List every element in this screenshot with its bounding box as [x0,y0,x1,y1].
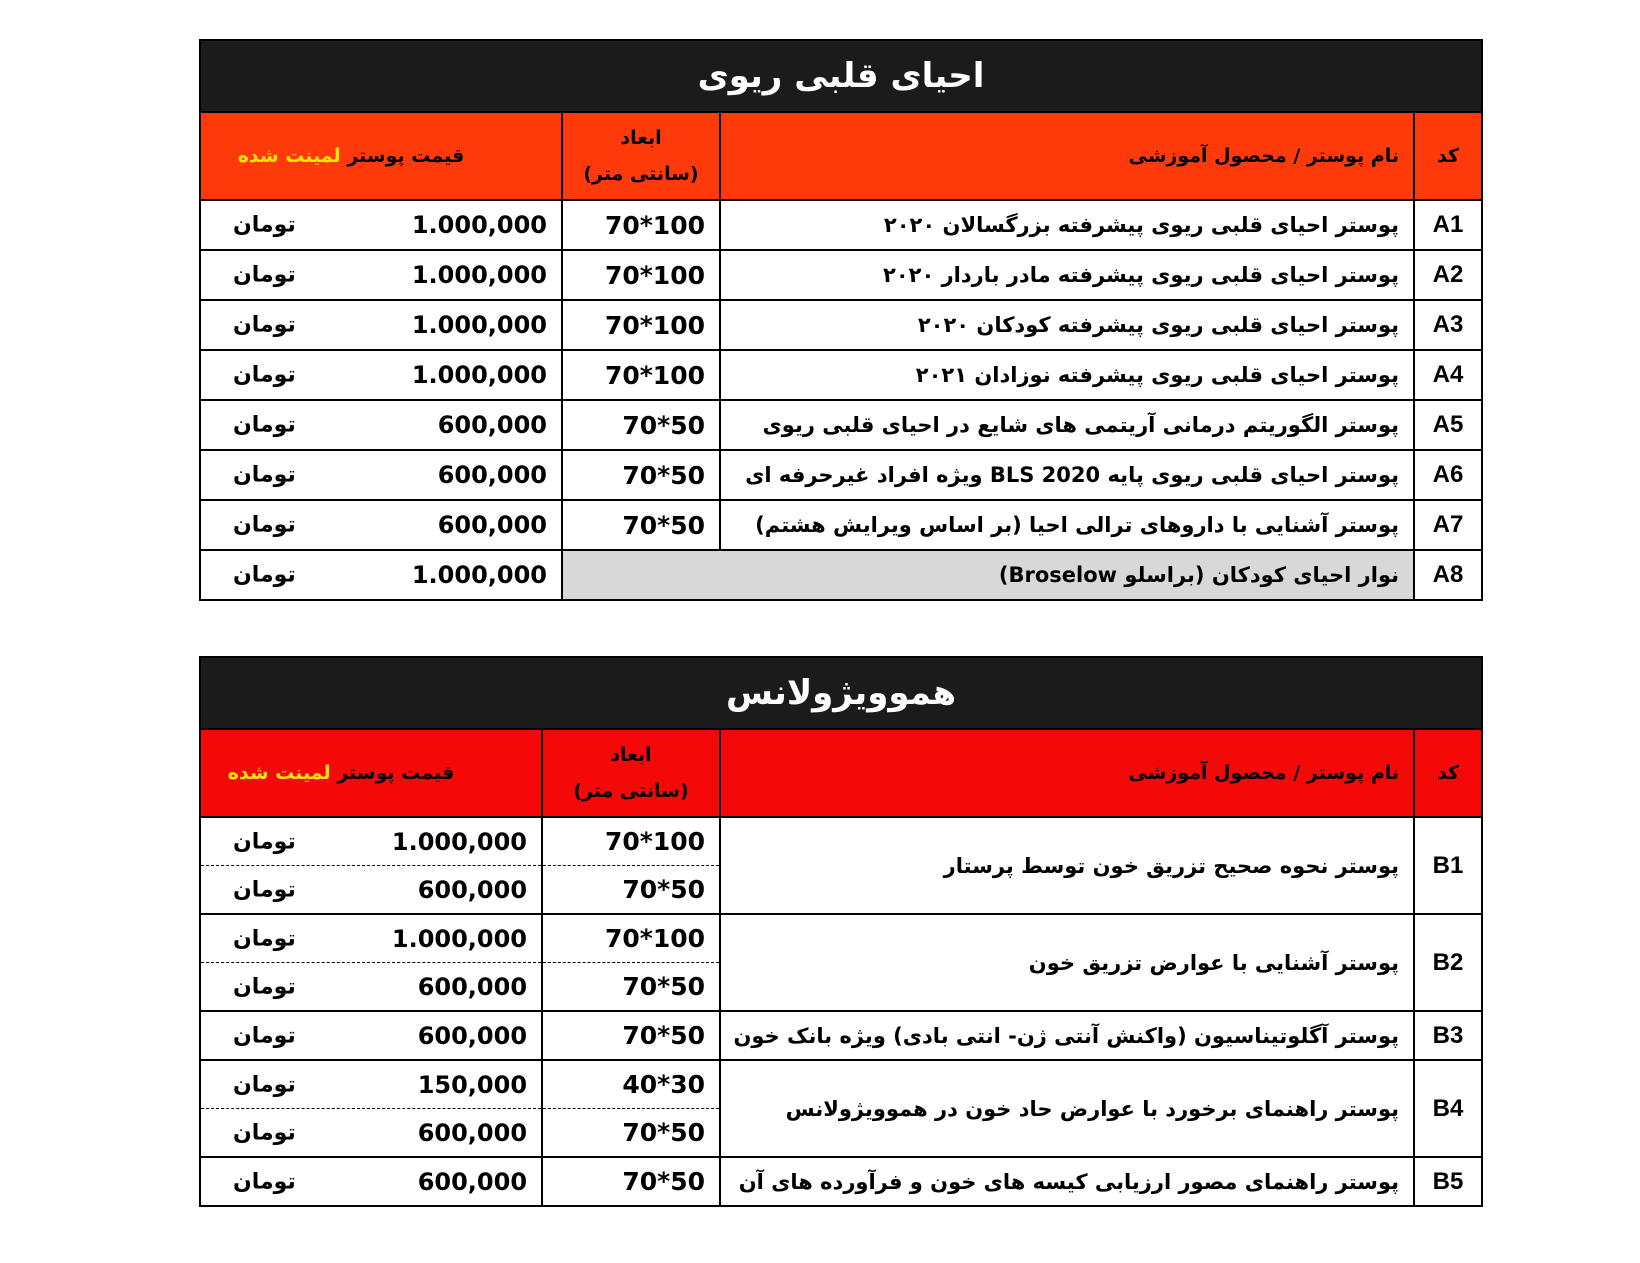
table-row [200,400,1482,450]
product-code: A8 [1414,550,1482,600]
table-row [200,1011,1482,1060]
product-name: پوستر احیای قلبی ریوی پیشرفته مادر باردار ۲۰۲۰ [720,250,1414,300]
header-price [200,112,562,200]
currency-label: تومان [233,1120,296,1145]
product-name: نوار احیای کودکان (براسلو Broselow) [562,550,1414,600]
product-dimensions: 70*100 [562,250,720,300]
header-code: کد [1414,112,1482,200]
product-price: 1.000,000 [391,924,528,953]
header-name: نام پوستر / محصول آموزشی [720,729,1414,817]
product-dimensions: 70*50 [542,1157,720,1206]
product-name: پوستر نحوه صحیح تزریق خون توسط پرستار [720,817,1414,914]
currency-label: تومان [233,562,296,588]
header-dimensions-unit: (سانتی متر) [573,780,689,802]
product-name: پوستر آشنایی با داروهای ترالی احیا (بر اساس ویرایش هشتم) [720,500,1414,550]
product-code: A2 [1414,250,1482,300]
table-row [200,914,1482,963]
product-dimensions: 40*30 [542,1060,720,1109]
header-dimensions [542,729,720,817]
currency-label: تومان [233,829,296,854]
product-price-cell [200,1060,542,1109]
product-price-cell [200,500,562,550]
header-code: کد [1414,729,1482,817]
product-price: 600,000 [417,1118,528,1147]
product-name: پوستر احیای قلبی ریوی پایه BLS 2020 ویژه افراد غیرحرفه ای [720,450,1414,500]
header-dimensions-title: ابعاد [610,743,652,766]
table-row [200,250,1482,300]
product-price-cell [200,963,542,1012]
currency-label: تومان [233,926,296,951]
header-price-label: قیمت پوستر [340,145,465,167]
product-price: 600,000 [437,511,547,539]
product-code: A7 [1414,500,1482,550]
product-dimensions: 70*50 [542,866,720,915]
product-code: A4 [1414,350,1482,400]
currency-label: تومان [233,462,296,488]
product-name: پوستر الگوریتم درمانی آریتمی های شایع در احیای قلبی ریوی [720,400,1414,450]
product-dimensions: 70*50 [562,500,720,550]
product-price: 1.000,000 [411,311,547,339]
product-dimensions: 70*100 [562,300,720,350]
product-price-cell [200,817,542,866]
product-price-cell [200,1157,542,1206]
product-dimensions: 70*100 [562,350,720,400]
currency-label: تومان [233,512,296,538]
table-title: هموویژولانس [200,657,1482,729]
header-price-highlight: لمینت شده [237,145,341,167]
table-row [200,450,1482,500]
table-title: احیای قلبی ریوی [200,40,1482,112]
currency-label: تومان [233,312,296,338]
product-code: B5 [1414,1157,1482,1206]
product-price-cell [200,350,562,400]
product-name: پوستر احیای قلبی ریوی پیشرفته نوزادان ۲۰۲۱ [720,350,1414,400]
currency-label: تومان [233,1072,296,1097]
table-row [200,550,1482,600]
haemovigilance-price-table [199,656,1483,1207]
table-header-row [200,729,1482,817]
product-code: A6 [1414,450,1482,500]
product-price-cell [200,400,562,450]
table-row [200,200,1482,250]
product-code: A3 [1414,300,1482,350]
product-code: A5 [1414,400,1482,450]
header-dimensions-unit: (سانتی متر) [583,163,699,185]
product-name: پوستر راهنمای برخورد با عوارض حاد خون در هموویژولانس [720,1060,1414,1157]
product-price: 600,000 [417,1167,528,1196]
product-price: 600,000 [417,1021,528,1050]
product-price-cell [200,1011,542,1060]
currency-label: تومان [233,877,296,902]
product-code: A1 [1414,200,1482,250]
product-price: 1.000,000 [411,261,547,289]
header-price-label: قیمت پوستر [330,762,455,784]
product-name: پوستر احیای قلبی ریوی پیشرفته بزرگسالان ۲۰۲۰ [720,200,1414,250]
header-price-highlight: لمینت شده [227,762,331,784]
product-price: 1.000,000 [411,361,547,389]
header-dimensions [562,112,720,200]
product-code: B2 [1414,914,1482,1011]
table-header-row [200,112,1482,200]
table-row [200,1157,1482,1206]
header-name: نام پوستر / محصول آموزشی [720,112,1414,200]
product-price-cell [200,300,562,350]
product-code: B1 [1414,817,1482,914]
product-name: پوستر احیای قلبی ریوی پیشرفته کودکان ۲۰۲۰ [720,300,1414,350]
product-price-cell [200,866,542,915]
cpr-price-table [199,39,1483,601]
currency-label: تومان [233,1169,296,1194]
product-dimensions: 70*50 [542,1109,720,1158]
product-dimensions: 70*50 [542,1011,720,1060]
currency-label: تومان [233,262,296,288]
product-dimensions: 70*50 [562,400,720,450]
product-dimensions: 70*50 [562,450,720,500]
currency-label: تومان [233,362,296,388]
product-dimensions: 70*100 [542,817,720,866]
table-row [200,817,1482,866]
product-dimensions: 70*50 [542,963,720,1012]
product-price: 600,000 [417,875,528,904]
product-price: 150,000 [417,1070,528,1099]
currency-label: تومان [233,412,296,438]
table-row [200,300,1482,350]
table-row [200,350,1482,400]
product-price-cell [200,1109,542,1158]
product-code: B4 [1414,1060,1482,1157]
product-price: 1.000,000 [411,211,547,239]
header-price [200,729,542,817]
product-price: 1.000,000 [391,827,528,856]
product-name: پوستر آگلوتیناسیون (واکنش آنتی ژن- انتی بادی) ویژه بانک خون [720,1011,1414,1060]
product-dimensions: 70*100 [542,914,720,963]
product-code: B3 [1414,1011,1482,1060]
product-dimensions: 70*100 [562,200,720,250]
product-name: پوستر آشنایی با عوارض تزریق خون [720,914,1414,1011]
product-name: پوستر راهنمای مصور ارزیابی کیسه های خون و فرآورده های آن [720,1157,1414,1206]
currency-label: تومان [233,974,296,999]
table-row [200,1060,1482,1109]
product-price: 600,000 [437,411,547,439]
product-price-cell [200,200,562,250]
currency-label: تومان [233,212,296,238]
product-price: 600,000 [437,461,547,489]
product-price-cell [200,914,542,963]
product-price: 600,000 [417,972,528,1001]
product-price-cell [200,450,562,500]
product-price: 1.000,000 [411,561,547,589]
header-dimensions-title: ابعاد [620,126,662,149]
currency-label: تومان [233,1023,296,1048]
table-row [200,500,1482,550]
product-price-cell [200,250,562,300]
product-price-cell [200,550,562,600]
